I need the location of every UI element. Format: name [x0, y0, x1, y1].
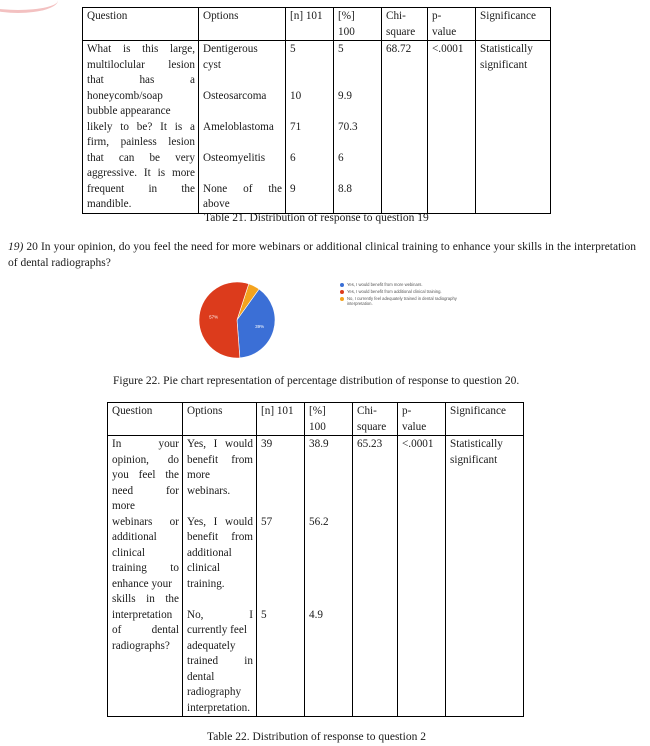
pct-block — [338, 73, 378, 104]
pct-value: 5 — [338, 43, 344, 55]
pie-slice-label: 57% — [209, 314, 219, 320]
n-value: 9 — [290, 182, 296, 195]
question-line: frequent in the — [87, 182, 195, 195]
header-options: Options — [183, 403, 257, 436]
question-line: What is this large, — [87, 43, 195, 55]
table-header-row — [108, 403, 524, 436]
significance-cell — [476, 41, 551, 214]
pct-cell — [305, 436, 353, 717]
question-line: additional — [112, 531, 157, 543]
table-21-caption: Table 21. Distribution of response to question 19 — [204, 212, 429, 224]
pct-block — [309, 592, 349, 716]
pct-block — [338, 166, 378, 213]
pct-value: 70.3 — [338, 120, 358, 133]
significance-line: significant — [480, 58, 528, 71]
n-block — [290, 166, 330, 213]
question-line: that can be very — [87, 151, 195, 164]
n-block — [290, 42, 330, 73]
option-line: benefit from — [187, 453, 253, 466]
question-line: interpretation — [112, 608, 173, 621]
option-line: more — [187, 469, 210, 481]
table-22 — [107, 402, 524, 717]
header-p: p- value — [398, 403, 446, 436]
option-line: Yes, I would — [187, 438, 253, 450]
significance-line: significant — [450, 453, 498, 466]
option-line: benefit from — [187, 531, 253, 543]
pct-value: 38.9 — [309, 438, 329, 450]
header-n: [n] 101 — [286, 8, 334, 41]
legend-dot — [340, 297, 344, 301]
option-line: training. — [187, 577, 225, 590]
option-line: None of the — [203, 182, 282, 195]
option-line: No, I — [187, 608, 253, 621]
option-line: adequately — [187, 639, 236, 652]
question-line: of dental — [112, 624, 179, 636]
n-value: 5 — [261, 608, 267, 621]
option-line: Yes, I would — [187, 515, 253, 528]
table-header-row — [83, 8, 551, 41]
header-chi: Chi- square — [353, 403, 398, 436]
pct-block — [338, 104, 378, 135]
header-n: [n] 101 — [257, 403, 305, 436]
figure-22-caption: Figure 22. Pie chart representation of percentage distribution of response to question 20. — [113, 375, 520, 387]
header-question: Question — [83, 8, 199, 41]
question-cell — [83, 41, 199, 214]
table-21 — [82, 7, 551, 214]
question-line: clinical — [112, 546, 145, 559]
option-line: clinical — [187, 562, 220, 574]
header-question: Question — [108, 403, 183, 436]
n-block — [261, 437, 301, 499]
question-line: skills in the — [112, 593, 179, 605]
pct-cell — [334, 41, 382, 214]
pct-block — [338, 135, 378, 166]
n-cell — [286, 41, 334, 214]
n-value: 10 — [290, 89, 302, 102]
option-block — [203, 120, 282, 136]
chi-cell: 65.23 — [353, 436, 398, 717]
question-line: need for — [112, 484, 179, 497]
question-line: aggressive. It is more — [87, 167, 195, 179]
n-value: 5 — [290, 43, 296, 55]
question-line: honeycomb/soap — [87, 89, 163, 102]
option-line: interpretation. — [187, 701, 251, 714]
option-line: webinars. — [187, 484, 231, 497]
question-line: you feel the — [112, 469, 179, 481]
question-line: webinars or — [112, 515, 179, 528]
header-significance: Significance — [476, 8, 551, 41]
n-value: 39 — [261, 438, 273, 450]
question-line: training to — [112, 562, 179, 574]
legend-label: Yes, I would benefit from more webinars. — [347, 282, 423, 287]
pct-value: 6 — [338, 151, 344, 164]
option-line: cyst — [203, 58, 222, 71]
significance-cell — [446, 436, 524, 717]
legend-label: Yes, I would benefit from additional clinical training. — [347, 289, 442, 294]
option-block — [187, 608, 253, 717]
question-line: opinion, do — [112, 453, 179, 466]
pie-slice-label: 39% — [255, 323, 265, 329]
header-p: p- value — [428, 8, 476, 41]
pct-value: 9.9 — [338, 89, 352, 102]
question-line: more — [112, 500, 135, 512]
legend-item — [340, 282, 465, 287]
pct-block — [309, 499, 349, 592]
header-pct: [%] 100 — [305, 403, 353, 436]
legend-dot — [340, 283, 344, 287]
legend-item — [340, 289, 465, 294]
header-options: Options — [199, 8, 286, 41]
pie-legend — [340, 282, 465, 308]
header-pct: [%] 100 — [334, 8, 382, 41]
pct-value: 56.2 — [309, 515, 329, 528]
legend-label: No, I currently feel adequately trained in dental radiography interpretation. — [347, 296, 457, 306]
option-block — [203, 89, 282, 105]
significance-line: Statistically — [450, 438, 503, 450]
chi-cell: 68.72 — [382, 41, 428, 214]
p-cell: <.0001 — [398, 436, 446, 717]
pie-chart-svg — [197, 276, 277, 364]
option-line: Osteosarcoma — [203, 89, 267, 102]
n-value: 57 — [261, 515, 273, 528]
n-block — [261, 499, 301, 592]
pct-value: 4.9 — [309, 608, 323, 621]
question-text: 20 In your opinion, do you feel the need for more webinars or additional clinical training to enhance your skills in the interpretation of dental radiographs? — [8, 241, 636, 269]
question-line: radiographs? — [112, 639, 170, 652]
legend-dot — [340, 290, 344, 294]
options-cell — [183, 436, 257, 717]
decorative-arc — [0, 0, 58, 13]
significance-line: Statistically — [480, 43, 533, 55]
n-value: 6 — [290, 151, 296, 164]
table-body-row — [83, 41, 551, 214]
question-number: 19) — [8, 241, 24, 253]
n-block — [261, 592, 301, 716]
question-line: likely to be? It is a — [87, 120, 195, 133]
question-line: bubble appearance — [87, 105, 171, 117]
option-line: trained in — [187, 655, 253, 667]
pct-value: 8.8 — [338, 182, 352, 195]
question-line: enhance your — [112, 577, 172, 590]
table-22-caption: Table 22. Distribution of response to question 2 — [207, 731, 426, 743]
question-line: multiloclular lesion — [87, 58, 195, 71]
option-block — [203, 151, 282, 167]
question-20-paragraph — [8, 240, 636, 271]
option-line: additional — [187, 546, 232, 559]
option-block — [187, 437, 253, 499]
p-cell: <.0001 — [428, 41, 476, 214]
question-line: mandible. — [87, 198, 132, 210]
pie-chart — [197, 276, 277, 364]
n-cell — [257, 436, 305, 717]
question-line: In your — [112, 438, 179, 450]
n-block — [290, 73, 330, 104]
n-value: 71 — [290, 120, 302, 133]
option-block — [203, 182, 282, 213]
question-line: that has a — [87, 74, 195, 86]
pct-block — [338, 42, 378, 73]
n-block — [290, 135, 330, 166]
option-block — [203, 42, 282, 73]
option-line: currently feel — [187, 624, 247, 636]
option-line: above — [203, 198, 230, 210]
pct-block — [309, 437, 349, 499]
table-body-row — [108, 436, 524, 717]
legend-item — [340, 296, 465, 306]
question-line: firm, painless lesion — [87, 136, 195, 148]
option-line: Ameloblastoma — [203, 120, 274, 133]
option-line: dental — [187, 670, 215, 683]
question-cell — [108, 436, 183, 717]
header-chi: Chi- square — [382, 8, 428, 41]
header-significance: Significance — [446, 403, 524, 436]
option-block — [187, 515, 253, 593]
n-block — [290, 104, 330, 135]
option-line: Dentigerous — [203, 43, 258, 55]
option-line: Osteomyelitis — [203, 151, 266, 164]
option-line: radiography — [187, 686, 242, 698]
options-cell — [199, 41, 286, 214]
